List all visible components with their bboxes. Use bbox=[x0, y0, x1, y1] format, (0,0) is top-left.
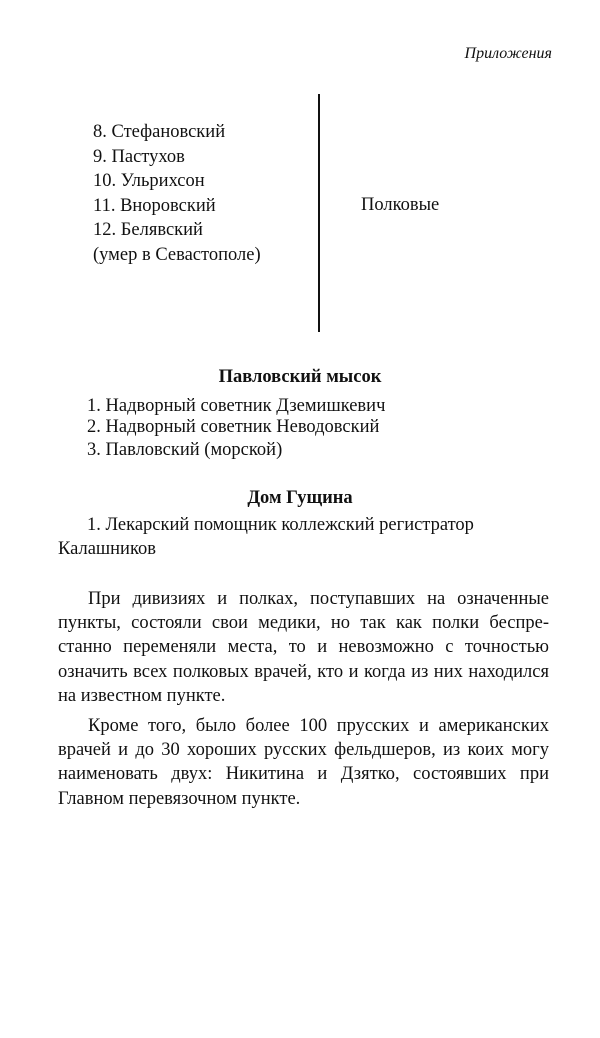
list-item: 12. Белявский bbox=[93, 220, 203, 240]
section-heading-gushchin: Дом Гущина bbox=[247, 488, 353, 508]
list-item: 3. Павловский (морской) bbox=[87, 440, 283, 460]
body-paragraph: При дивизиях и полках, поступавших на означенные пункты, состояли свои медики, но так как полки беспрестанно переменяли места, то и невозможно с точностью означить всех полковых врачей, кто и когда из них находился на известном пункте. bbox=[58, 589, 549, 706]
group-label: Полковые bbox=[361, 195, 440, 215]
list-item-note: (умер в Севастополе) bbox=[93, 244, 261, 265]
list-item: 9. Пастухов bbox=[93, 146, 185, 167]
list-item-continuation: Калашников bbox=[58, 539, 156, 559]
section-heading-pavlovsky: Павловский мысок bbox=[218, 367, 382, 387]
list-item: 8. Стефановский bbox=[93, 122, 226, 142]
vertical-divider bbox=[318, 94, 320, 332]
list-item: 11. Вноровский bbox=[93, 195, 216, 216]
list-item: 1. Лекарский помощник коллежский регистратор bbox=[87, 515, 474, 535]
list-item: 10. Ульрихсон bbox=[93, 171, 205, 191]
body-paragraph: Кроме того, было более 100 прусских и американских врачей и до 30 хороших русских фельдшеров, из коих могу наименовать двух: Никитина и Дзятко, состоявших при Главном перевязочном пункте. bbox=[58, 716, 549, 809]
list-item: 2. Надворный советник Неводовский bbox=[87, 417, 380, 437]
running-head: Приложения bbox=[464, 45, 552, 62]
list-item: 1. Надворный советник Дземишкевич bbox=[87, 396, 386, 416]
regimental-list bbox=[93, 120, 261, 267]
